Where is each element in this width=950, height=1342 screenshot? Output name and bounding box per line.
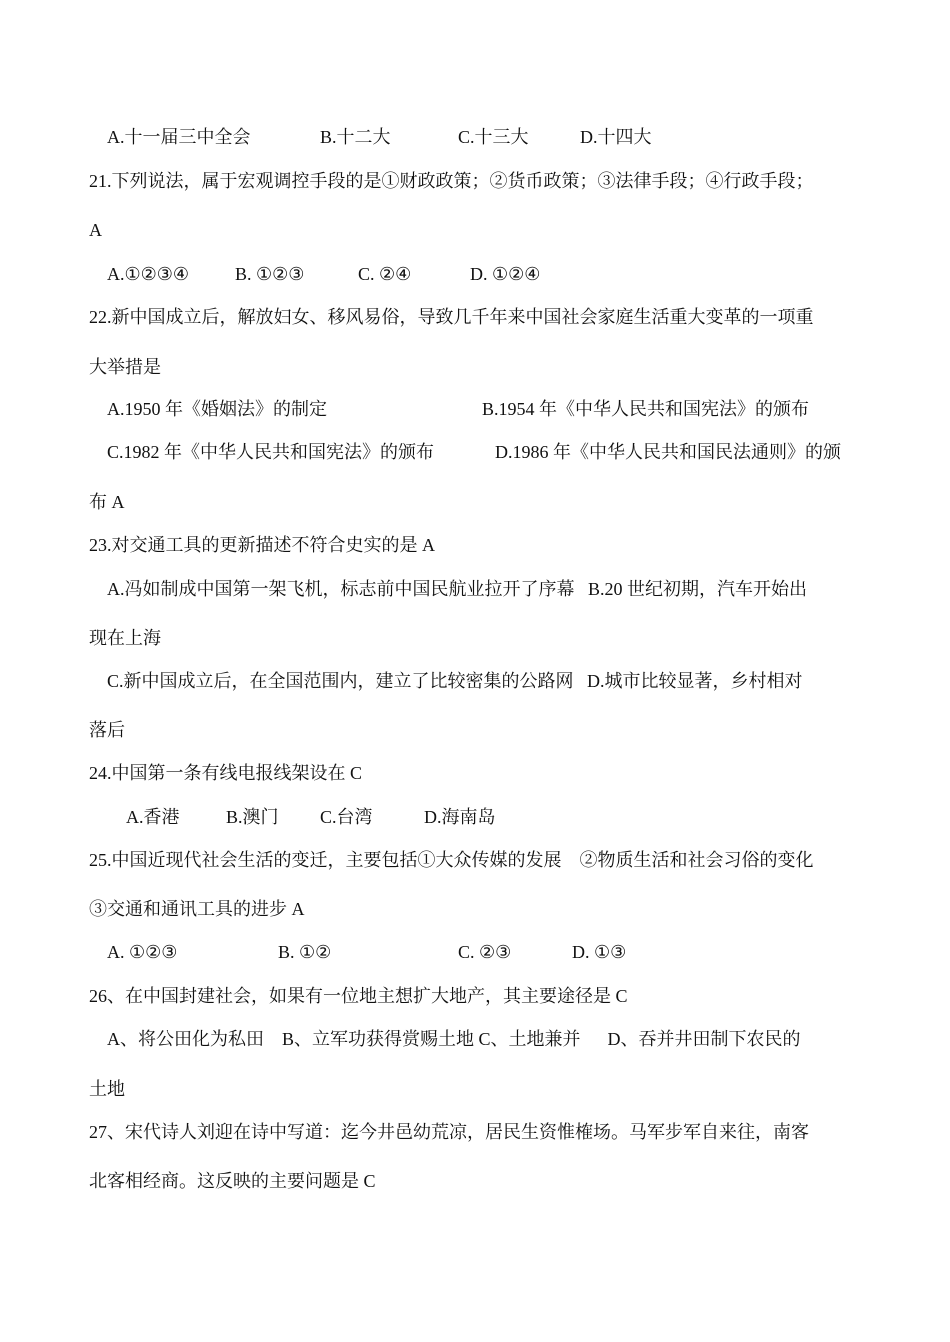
q23-options-line2: 现在上海 <box>89 628 161 648</box>
q26-options-line1: A、将公田化为私田 B、立军功获得赏赐土地 C、土地兼并 D、吞并井田制下农民的 <box>107 1029 801 1049</box>
q22-option-a: A.1950 年《婚姻法》的制定 <box>107 399 327 419</box>
q25-option-b: B. ①② <box>278 942 332 962</box>
q24-option-a: A.香港 <box>126 807 180 827</box>
q26-options-line2: 土地 <box>89 1079 125 1099</box>
q22-option-b: B.1954 年《中华人民共和国宪法》的颁布 <box>482 399 810 419</box>
q21-option-d: D. ①②④ <box>470 264 541 284</box>
q21-option-a: A.①②③④ <box>107 264 190 284</box>
q21-answer: A <box>89 220 102 240</box>
q25-option-c: C. ②③ <box>458 942 512 962</box>
q20-option-c: C.十三大 <box>458 127 529 147</box>
q24-stem: 24.中国第一条有线电报线架设在 C <box>89 763 363 783</box>
q22-option-d-wrap: 布 A <box>89 492 125 512</box>
q25-option-d: D. ①③ <box>572 942 627 962</box>
q22-stem-line1: 22.新中国成立后，解放妇女、移风易俗，导致几千年来中国社会家庭生活重大变革的一项重 <box>89 307 814 327</box>
q23-stem: 23.对交通工具的更新描述不符合史实的是 A <box>89 535 435 555</box>
q20-option-d: D.十四大 <box>580 127 652 147</box>
q25-option-a: A. ①②③ <box>107 942 178 962</box>
q23-options-line3: C.新中国成立后，在全国范围内，建立了比较密集的公路网 D.城市比较显著，乡村相对 <box>107 671 803 691</box>
q25-stem-line1: 25.中国近现代社会生活的变迁，主要包括①大众传媒的发展 ②物质生活和社会习俗的变化 <box>89 850 814 870</box>
q22-stem-line2: 大举措是 <box>89 357 161 377</box>
q24-option-d: D.海南岛 <box>424 807 496 827</box>
q25-stem-line2: ③交通和通讯工具的进步 A <box>89 899 305 919</box>
q22-option-c: C.1982 年《中华人民共和国宪法》的颁布 <box>107 442 435 462</box>
q20-option-a: A.十一届三中全会 <box>107 127 251 147</box>
q27-stem-line2: 北客相经商。这反映的主要问题是 C <box>89 1171 376 1191</box>
q27-stem-line1: 27、宋代诗人刘迎在诗中写道：迄今井邑幼荒凉，居民生资惟榷场。马军步军自来往，南客 <box>89 1122 809 1142</box>
q22-option-d: D.1986 年《中华人民共和国民法通则》的颁 <box>495 442 841 462</box>
q23-options-line1: A.冯如制成中国第一架飞机，标志前中国民航业拉开了序幕 B.20 世纪初期，汽车开始出 <box>107 579 808 599</box>
q21-option-b: B. ①②③ <box>235 264 305 284</box>
q26-stem: 26、在中国封建社会，如果有一位地主想扩大地产，其主要途径是 C <box>89 986 628 1006</box>
q23-options-line4: 落后 <box>89 720 125 740</box>
q24-option-b: B.澳门 <box>226 807 279 827</box>
q21-option-c: C. ②④ <box>358 264 412 284</box>
q20-option-b: B.十二大 <box>320 127 391 147</box>
q21-stem: 21.下列说法，属于宏观调控手段的是①财政政策；②货币政策；③法律手段；④行政手段； <box>89 171 814 191</box>
q24-option-c: C.台湾 <box>320 807 373 827</box>
